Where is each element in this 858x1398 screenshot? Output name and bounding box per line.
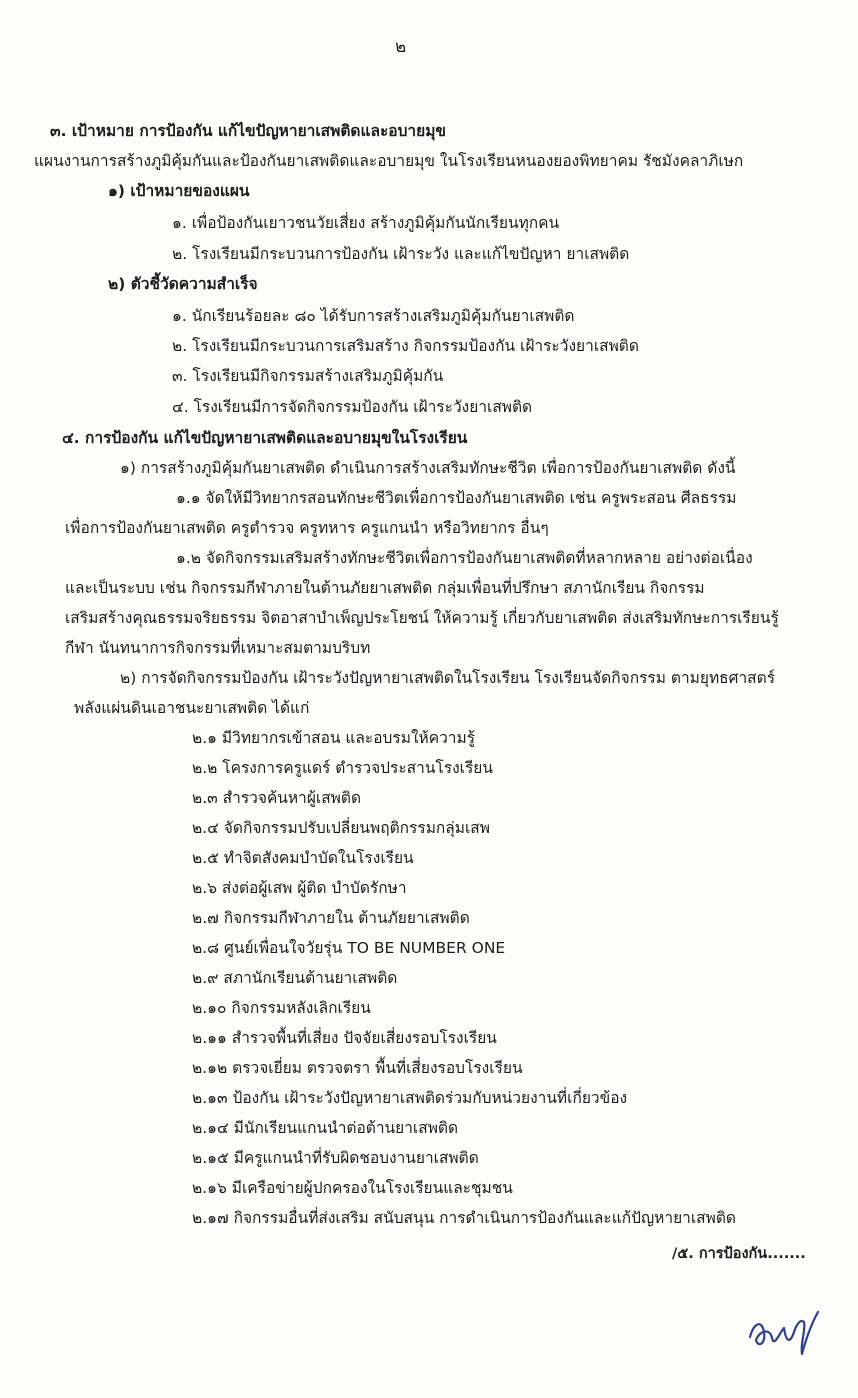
activity-item: ๒.๑๒ ตรวจเยี่ยม ตรวจตรา พื้นที่เสี่ยงรอบโรงเรียน xyxy=(192,1059,523,1077)
section4-paragraph: ๑.๒ จัดกิจกรรมเสริมสร้างทักษะชีวิตเพื่อการป้องกันยาเสพติดที่หลากหลาย อย่างต่อเนื่อง xyxy=(176,549,753,567)
section4-paragraph: ๑) การสร้างภูมิคุ้มกันยาเสพติด ดำเนินการสร้างเสริมทักษะชีวิต เพื่อการป้องกันยาเสพติด ดังนี้ xyxy=(120,459,736,477)
activity-item: ๒.๑๗ กิจกรรมอื่นที่ส่งเสริม สนับสนุน การดำเนินการป้องกันและแก้ปัญหายาเสพติด xyxy=(192,1209,736,1227)
indicator-item: ๒. โรงเรียนมีกระบวนการเสริมสร้าง กิจกรรมป้องกัน เฝ้าระวังยาเสพติด xyxy=(172,337,639,355)
activity-item: ๒.๑๕ มีครูแกนนำที่รับผิดชอบงานยาเสพติด xyxy=(192,1149,479,1167)
continued-note: /๕. การป้องกัน....... xyxy=(672,1246,806,1262)
goal-item: ๒. โรงเรียนมีกระบวนการป้องกัน เฝ้าระวัง และแก้ไขปัญหา ยาเสพติด xyxy=(172,245,630,263)
activity-item: ๒.๙ สภานักเรียนต้านยาเสพติด xyxy=(192,969,398,987)
section4-paragraph: ๑.๑ จัดให้มีวิทยากรสอนทักษะชีวิตเพื่อการป้องกันยาเสพติด เช่น ครูพระสอน ศีลธรรม xyxy=(176,489,737,507)
activity-item: ๒.๓ สำรวจค้นหาผู้เสพติด xyxy=(192,789,362,807)
indicator-item: ๔. โรงเรียนมีการจัดกิจกรรมป้องกัน เฝ้าระวังยาเสพติด xyxy=(172,398,533,416)
activity-item: ๒.๑๖ มีเครือข่ายผู้ปกครองในโรงเรียนและชุมชน xyxy=(192,1179,513,1197)
activity-item: ๒.๖ ส่งต่อผู้เสพ ผู้ติด บำบัดรักษา xyxy=(192,879,407,897)
page-number: ๒ xyxy=(395,37,407,57)
section4-paragraph: และเป็นระบบ เช่น กิจกรรมกีฬาภายในต้านภัยยาเสพติด กลุ่มเพื่อนที่ปรึกษา สภานักเรียน กิจกรรม xyxy=(65,579,705,597)
section4-paragraph: พลังแผ่นดินเอาชนะยาเสพติด ได้แก่ xyxy=(74,699,310,717)
activity-item: ๒.๑๓ ป้องกัน เฝ้าระวังปัญหายาเสพติดร่วมกับหน่วยงานที่เกี่ยวข้อง xyxy=(192,1089,628,1107)
goals-heading: ๑) เป้าหมายของแผน xyxy=(108,182,250,200)
indicator-item: ๑. นักเรียนร้อยละ ๘๐ ได้รับการสร้างเสริมภูมิคุ้มกันยาเสพติด xyxy=(172,307,575,325)
section4-paragraph: กีฬา นันทนาการกิจกรรมที่เหมาะสมตามบริบท xyxy=(65,639,371,657)
activity-item: ๒.๑๔ มีนักเรียนแกนนำต่อต้านยาเสพติด xyxy=(192,1119,459,1137)
activity-item: ๒.๘ ศูนย์เพื่อนใจวัยรุ่น TO BE NUMBER ONE xyxy=(192,939,506,957)
activity-item: ๒.๑ มีวิทยากรเข้าสอน และอบรมให้ความรู้ xyxy=(192,729,476,747)
indicator-item: ๓. โรงเรียนมีกิจกรรมสร้างเสริมภูมิคุ้มกัน xyxy=(172,367,444,385)
activity-item: ๒.๗ กิจกรรมกีฬาภายใน ต้านภัยยาเสพติด xyxy=(192,909,470,927)
activity-item: ๒.๒ โครงการครูแดร์ ตำรวจประสานโรงเรียน xyxy=(192,759,493,777)
section4-paragraph: เพื่อการป้องกันยาเสพติด ครูตำรวจ ครูทหาร ครูแกนนำ หรือวิทยากร อื่นๆ xyxy=(65,519,549,537)
signature-mark xyxy=(740,1292,830,1362)
section4-heading: ๔. การป้องกัน แก้ไขปัญหายาเสพติดและอบายมุขในโรงเรียน xyxy=(62,429,468,447)
goal-item: ๑. เพื่อป้องกันเยาวชนวัยเสี่ยง สร้างภูมิคุ้มกันนักเรียนทุกคน xyxy=(172,214,560,232)
section3-intro: แผนงานการสร้างภูมิคุ้มกันและป้องกันยาเสพติดและอบายมุข ในโรงเรียนหนองยองพิทยาคม รัชมังคลาภิเษก xyxy=(34,152,744,170)
activity-item: ๒.๕ ทำจิตสังคมบำบัดในโรงเรียน xyxy=(192,849,414,867)
section4-paragraph: ๒) การจัดกิจกรรมป้องกัน เฝ้าระวังปัญหายาเสพติดในโรงเรียน โรงเรียนจัดกิจกรรม ตามยุทธศาสตร์ xyxy=(120,669,776,687)
activity-item: ๒.๑๐ กิจกรรมหลังเลิกเรียน xyxy=(192,999,371,1017)
activity-item: ๒.๔ จัดกิจกรรมปรับเปลี่ยนพฤติกรรมกลุ่มเสพ xyxy=(192,819,490,837)
section4-paragraph: เสริมสร้างคุณธรรมจริยธรรม จิตอาสาบำเพ็ญประโยชน์ ให้ความรู้ เกี่ยวกับยาเสพติด ส่งเสริมทักษะการเรียนรู้ xyxy=(65,609,779,627)
indicators-heading: ๒) ตัวชี้วัดความสำเร็จ xyxy=(108,275,258,293)
section3-heading: ๓. เป้าหมาย การป้องกัน แก้ไขปัญหายาเสพติดและอบายมุข xyxy=(50,122,447,140)
activity-item: ๒.๑๑ สำรวจพื้นที่เสี่ยง ปัจจัยเสี่ยงรอบโรงเรียน xyxy=(192,1029,497,1047)
